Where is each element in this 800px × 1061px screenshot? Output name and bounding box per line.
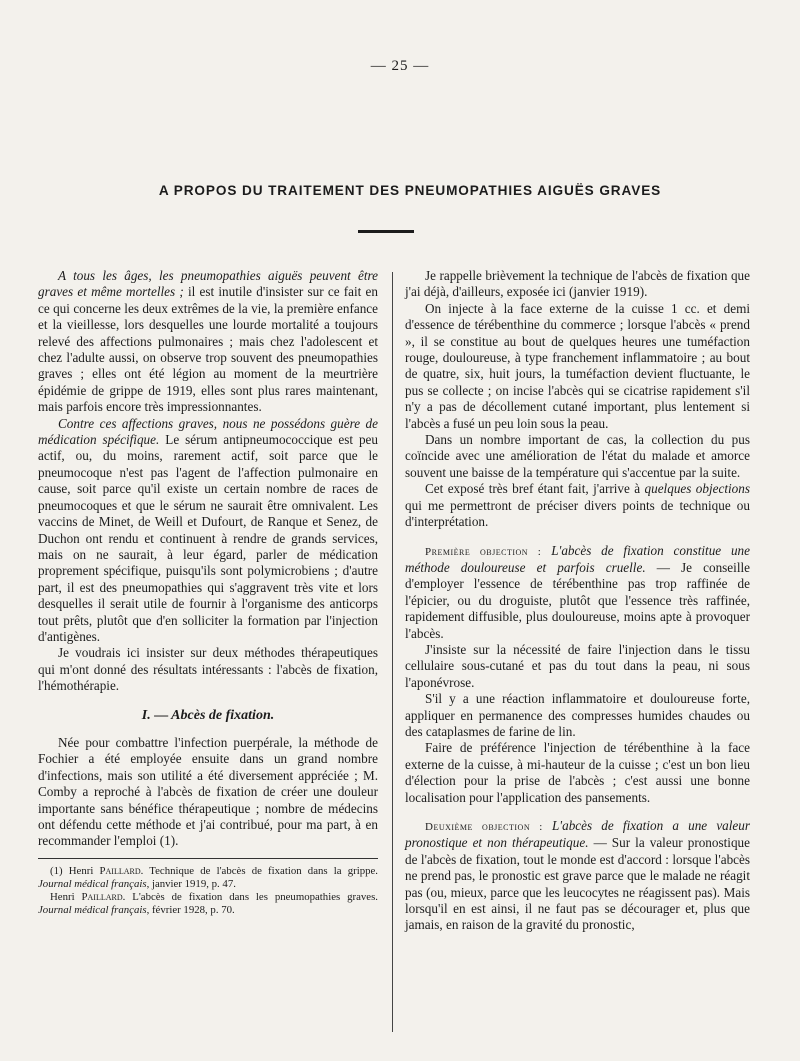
- page-number: — 25 —: [370, 58, 430, 74]
- journal-name: Journal médical français: [38, 903, 147, 916]
- italic-phrase: quelques objections: [644, 481, 750, 497]
- paragraph: Dans un nombre important de cas, la collection du pus coïncide avec une amélioration de l'état du malade et amorce souvent une baisse de la température qui s'accentue par la suite.: [405, 432, 750, 480]
- paragraph: J'insiste sur la nécessité de faire l'injection dans le tissu cellulaire sous-cutané et pas du tout dans la peau, ni sous l'aponévrose.: [405, 641, 750, 690]
- italic-lead: Contre ces affections graves, nous ne possédons guère de médication spécifique.: [38, 415, 378, 448]
- paragraph: Je rappelle brièvement la technique de l'abcès de fixation que j'ai déjà, d'ailleurs, exposée ici (janvier 1919).: [405, 268, 750, 300]
- paragraph-text: il est inutile d'insister sur ce fait en ce qui concerne les deux extrêmes de la vie, la première enfance et la vieillesse, lors desquelles une lourde mortalité a toujours relevé des affections pulmonaires ; mais chez l'adolescent et chez l'adulte aussi, on observe trop souvent des pneumopathies graves ; elles ont été légion au moment de la meurtrière épidémie de grippe de 1919, elles sont plus rares maintenant, mais parfois encore très impressionnantes.: [38, 284, 378, 415]
- paragraph: On injecte à la face externe de la cuisse 1 cc. et demi d'essence de térébenthine du commerce ; lorsque l'abcès « prend », il se constitue au bout de quelques heures une tuméfaction rouge, douloureuse, à type franchement inflammatoire ; au bout de quatre, six, huit jours, la tuméfaction devient fluctuante, le pus se collecte ; on incise l'abcès qui se cicatrise rapidement s'il n'y a pas de décollement cutané important, plus lentement si l'abcès a fusé un peu loin sous la peau.: [405, 300, 750, 431]
- paragraph: S'il y a une réaction inflammatoire et douloureuse forte, appliquer en permanence des compresses humides chaudes ou des cataplasmes de farine de lin.: [405, 691, 750, 739]
- left-column: [38, 268, 378, 917]
- column-divider: [392, 272, 393, 1032]
- article-title: A PROPOS DU TRAITEMENT DES PNEUMOPATHIES AIGUËS GRAVES: [158, 183, 662, 198]
- objection-statement: L'abcès de fixation a une valeur pronostique et non thérapeutique.: [405, 818, 751, 851]
- footnote: Henri Paillard. L'abcès de fixation dans les pneumopathies graves. Journal médical français, février 1928, p. 70.: [38, 890, 378, 916]
- right-column: [405, 268, 750, 934]
- paragraph: [38, 416, 378, 646]
- footnote: (1) Henri Paillard. Technique de l'abcès de fixation dans la grippe. Journal médical français, janvier 1919, p. 47.: [38, 864, 378, 890]
- objection-label: Deuxième objection :: [425, 821, 543, 833]
- objection-statement: L'abcès de fixation constitue une méthode douloureuse et parfois cruelle.: [405, 542, 750, 575]
- paragraph: Je voudrais ici insister sur deux méthodes thérapeutiques qui m'ont donné des résultats intéressants : l'abcès de fixation, l'hémothérapie.: [38, 645, 378, 694]
- italic-lead: A tous les âges, les pneumopathies aiguës peuvent être graves et même mortelles ;: [38, 268, 378, 300]
- author-name: Paillard: [81, 890, 123, 903]
- paragraph: Née pour combattre l'infection puerpérale, la méthode de Fochier a été employée ensuite dans un grand nombre d'infections, mais son utilité a été diversement appréciée ; M. Comby a reproché à l'abcès de fixation de créer une douleur importante sans bénéfice thérapeutique ; nombre de médecins ont défendu cette méthode et j'ai contribué, pour ma part, à en recommander l'emploi (1).: [38, 734, 378, 849]
- footnotes: [38, 858, 378, 917]
- paragraph: [38, 268, 378, 416]
- objection-paragraph: Deuxième objection : L'abcès de fixation a une valeur pronostique et non thérapeutique. — Sur la valeur pronostique de l'abcès de fixation, tout le monde est d'accord : lorsque l'abcès ne prend pas, le pronostic est grave parce que le malade ne réagit pas (ou, mieux, parce que les leucocytes ne réagissent pas). Mais lorsqu'il en est ainsi, il ne faut pas se décourager et, plus que jamais, en raison de la gravité du pronostic,: [405, 818, 751, 933]
- author-name: Paillard: [99, 864, 141, 877]
- paragraph: Faire de préférence l'injection de térébenthine à la face externe de la cuisse, à mi-hauteur de la cuisse ; c'est un bon lieu d'élection pour la prise de l'abcès ; c'est aussi une bonne localisation pour l'application des pansements.: [405, 740, 750, 805]
- objection-paragraph: Première objection : L'abcès de fixation constitue une méthode douloureuse et parfois cruelle. — Je conseille d'employer l'essence de térébenthine pas trop raffinée de l'épicier, ou du droguiste, plutôt que l'essence très raffinée, rapidement diffusible, plus douloureuse, moins apte à provoquer l'abcès.: [405, 542, 750, 641]
- paragraph: Cet exposé très bref étant fait, j'arrive à quelques objections qui me permettront de préciser divers points de technique ou d'interprétation.: [405, 481, 750, 530]
- paragraph-text: Le sérum antipneumococcique est peu actif, ou, du moins, rarement actif, soit parce que le pneumocoque n'est pas l'agent de l'affection pulmonaire en cause, soit parce qu'il existe un certain nombre de races de pneumocoques et que le sérum ne saurait être omnivalent. Les vaccins de Minet, de Weill et Dufourt, de Ranque et Senez, de Duchon ont rendu et continuent à rendre de grands services, mais on ne saurait, à leur égard, parler de médication proprement spécifique, puisqu'ils sont polymicrobiens ; d'autre part, il est des pneumopathies qui s'aggravent très vite et lors desquelles il serait utile de fournir à l'organisme des anticorps tout prêts, plutôt que d'en solliciter la formation par l'injection d'antigènes.: [38, 432, 378, 644]
- objection-label: Première objection :: [425, 545, 542, 558]
- section-heading: I. — Abcès de fixation.: [141, 707, 275, 723]
- journal-name: Journal médical français: [38, 877, 147, 890]
- title-rule: [358, 230, 414, 233]
